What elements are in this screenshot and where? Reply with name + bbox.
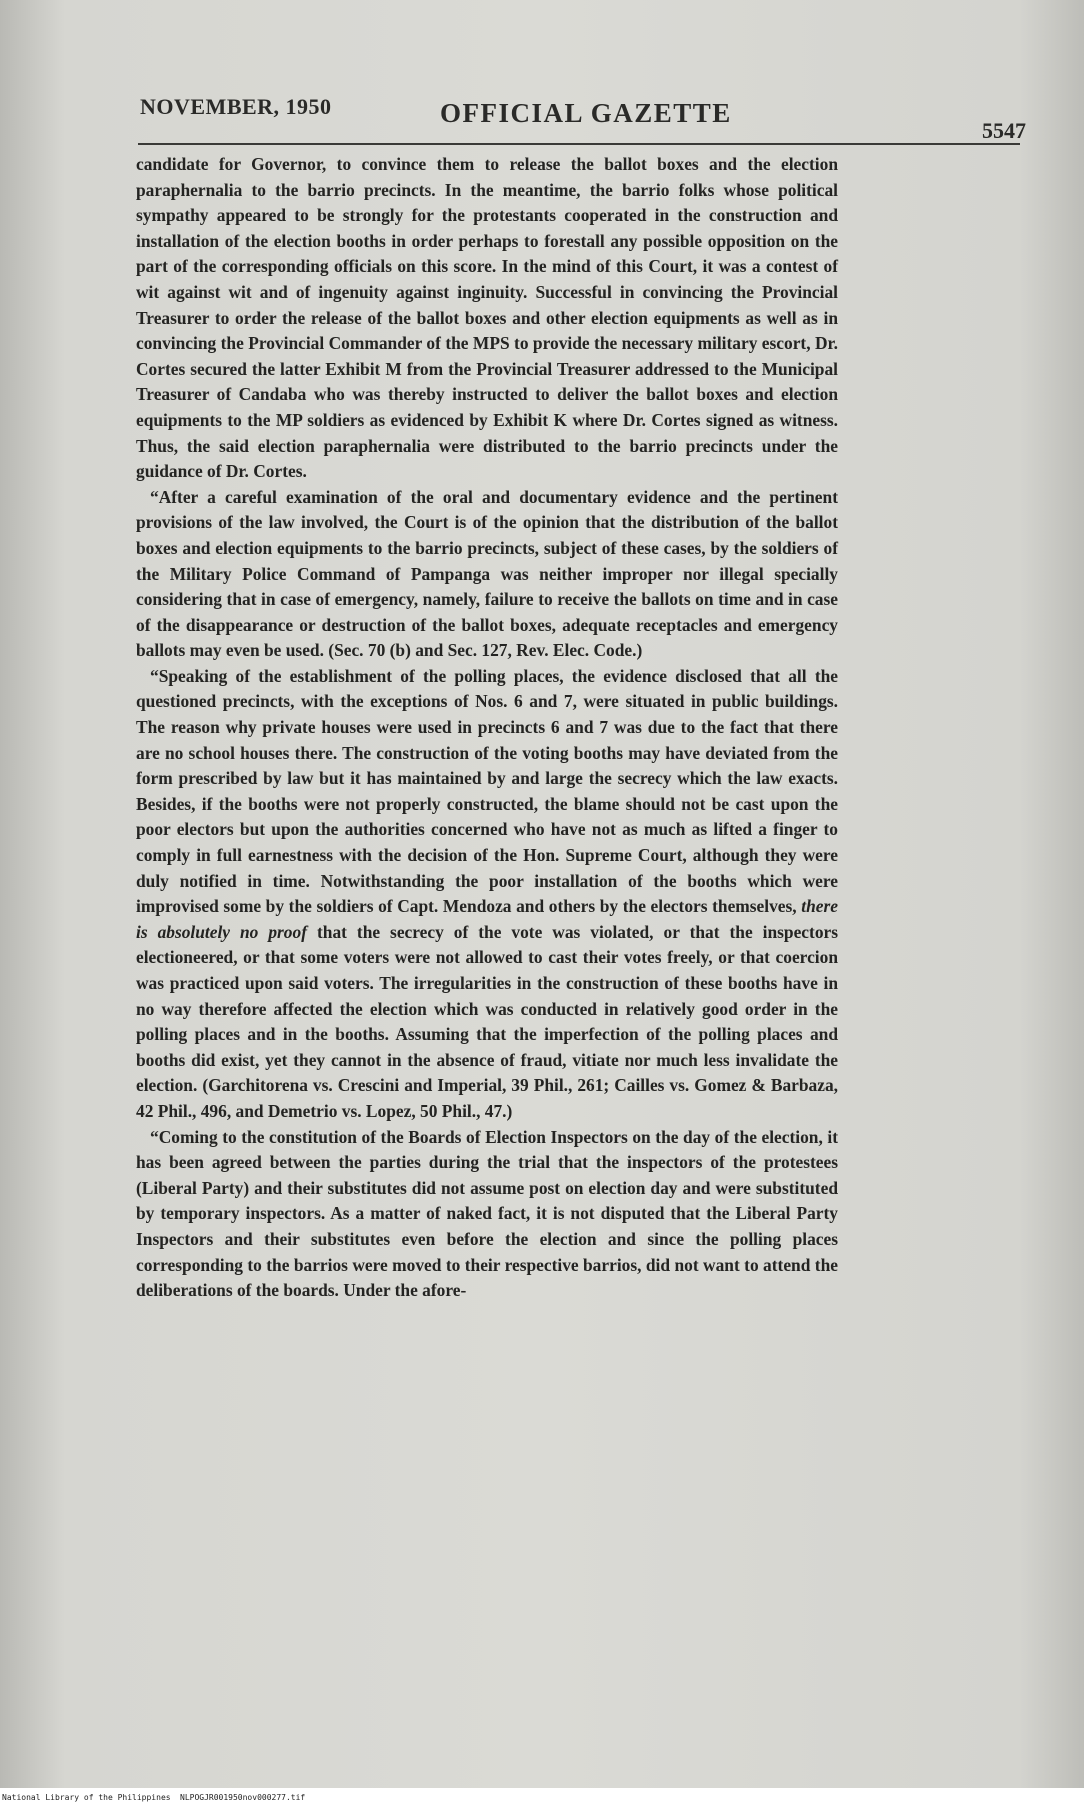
paragraph-3-emphasis: there is absolutely no proof <box>136 896 838 942</box>
scan-footer <box>0 1788 1084 1808</box>
issue-date: NOVEMBER, 1950 <box>140 94 332 119</box>
paragraph-2: “After a careful examination of the oral and documentary evidence and the pertinent provisions of the law involved, the Court is of the opinion that the distribution of the ballot boxes and election equipments to the barrio precincts, subject of these cases, by the soldiers of the Military Police Command of Pampanga was neither improper nor illegal specially considering that in case of emergency, namely, failure to receive the ballots on time and in case of the disappearance or destruction of the ballot boxes, adequate receptacles and emergency ballots may even be used. (Sec. 70 (b) and Sec. 127, Rev. Elec. Code.) <box>136 486 838 661</box>
file-name: NLPOGJR001950nov000277.tif <box>180 1793 306 1802</box>
header-rule <box>138 143 1020 145</box>
publication-title: OFFICIAL GAZETTE <box>440 98 732 128</box>
page-number: 5547 <box>982 118 1026 143</box>
library-credit: National Library of the Philippines <box>2 1793 171 1802</box>
running-head <box>140 88 1026 143</box>
paragraph-1: candidate for Governor, to convince them to release the ballot boxes and the election paraphernalia to the barrio precincts. In the meantime, the barrio folks whose political sympathy appeared to be strongly for the protestants cooperated in the construction and installation of the election booths in order perhaps to forestall any possible opposition on the part of the corresponding officials on this score. In the mind of this Court, it was a contest of wit against wit and of ingenuity against inginuity. Successful in convincing the Provincial Treasurer to order the release of the ballot boxes and other election equipments as well as in convincing the Provincial Commander of the MPS to provide the necessary military escort, Dr. Cortes secured the latter Exhibit M from the Provincial Treasurer addressed to the Municipal Treasurer of Candaba who was thereby instructed to deliver the ballot boxes and election equipments to the MP soldiers as evidenced by Exhibit K where Dr. Cortes signed as witness. Thus, the said election paraphernalia were distributed to the barrio precincts under the guidance of Dr. Cortes. <box>136 154 838 482</box>
paragraph-3-part-a: “Speaking of the establishment of the polling places, the evidence disclosed that all the questioned precincts, with the exceptions of Nos. 6 and 7, were situated in public buildings. The reason why private houses were used in precincts 6 and 7 was due to the fact that there are no school houses there. The construction of the voting booths may have deviated from the form prescribed by law but it has maintained by and large the secrecy which the law exacts. Besides, if the booths were not properly constructed, the blame should not be cast upon the poor electors but upon the authorities concerned who have not as much as lifted a finger to comply in full earnestness with the decision of the Hon. Supreme Court, although they were duly notified in time. Notwithstanding the poor installation of the booths which were improvised some by the soldiers of Capt. Mendoza and others by the electors themselves, <box>136 665 838 917</box>
paragraph-3-part-b: that the secrecy of the vote was violated, or that the inspectors electioneered, or that some voters were not allowed to cast their votes freely, or that coercion was practiced upon said voters. The irregularities in the construction of these booths have in no way therefore affected the election which was conducted in relatively good order in the polling places and in the booths. Assuming that the imperfection of the polling places and booths did exist, yet they cannot in the absence of fraud, vitiate nor much less invalidate the election. (Garchitorena vs. Crescini and Imperial, 39 Phil., 261; Cailles vs. Gomez & Barbaza, 42 Phil., 496, and Demetrio vs. Lopez, 50 Phil., 47.) <box>136 921 839 1121</box>
paragraph-4: “Coming to the constitution of the Boards of Election Inspectors on the day of the election, it has been agreed between the parties during the trial that the inspectors of the protestees (Liberal Party) and their substitutes did not assume post on election day and were substituted by temporary inspectors. As a matter of naked fact, it is not disputed that the Liberal Party Inspectors and their substitutes even before the election and since the polling places corresponding to the barrios were moved to their respective barrios, did not want to attend the deliberations of the boards. Under the afore- <box>136 1126 838 1301</box>
body-text <box>136 152 838 1304</box>
paragraph-3 <box>136 664 838 1125</box>
